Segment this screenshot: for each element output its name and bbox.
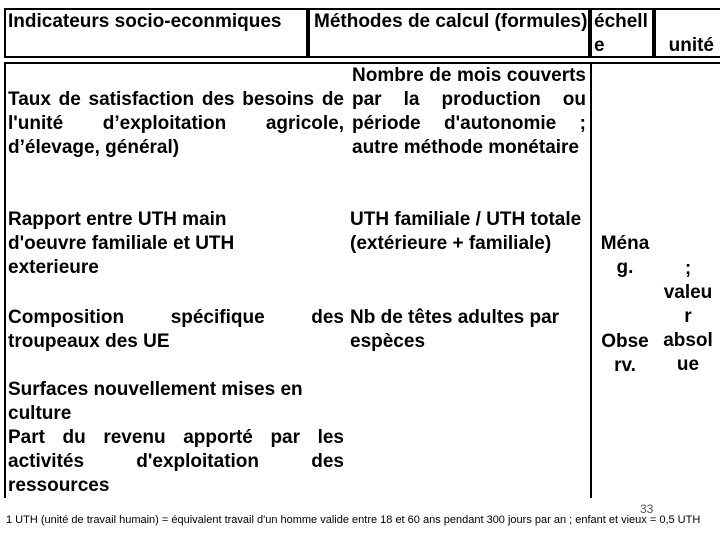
page-number: 33 [640, 502, 654, 516]
unit-line5: ue [676, 354, 700, 375]
header-methods-label: Méthodes de calcul (formules) [314, 11, 588, 32]
method-cell-herd-composition [350, 306, 586, 354]
scale-cell-observed [594, 330, 656, 378]
method-cell-uth-ratio [350, 208, 586, 256]
indicator-text: Taux de satisfaction des besoins de l'unité d’exploitation agricole, d’élevage, général) [8, 89, 344, 158]
method-text: Nb de têtes adultes par espèces [350, 307, 560, 352]
header-unit-label: unité [668, 35, 714, 56]
header-cell-unit [654, 8, 720, 58]
indicator-cell-satisfaction [8, 88, 344, 160]
scale-observed-line2: rv. [614, 355, 636, 376]
scale-household-line2: g. [616, 257, 634, 278]
indicator-cell-revenue-share [8, 426, 344, 498]
footnote: 1 UTH (unité de travail humain) = équivalent travail d'un homme valide entre 18 et 60 ans pendant 300 jours par an ; enfant et vieux = 0,5 UTH [6, 514, 701, 526]
indicator-text: Composition spécifique des troupeaux des UE [8, 307, 344, 352]
scale-household-line1: Ména [600, 233, 650, 254]
table-divider-scale [590, 62, 592, 498]
unit-line3: r [684, 306, 692, 327]
method-text: UTH familiale / UTH totale (extérieure + familiale) [350, 209, 582, 254]
header-cell-methods [308, 8, 590, 58]
unit-line4: absol [663, 330, 713, 351]
header-cell-indicators [4, 8, 308, 58]
scale-observed-line1: Obse [601, 331, 649, 352]
header-scale-label: échelle [594, 11, 648, 56]
unit-line1: ; [684, 258, 692, 279]
indicator-cell-new-surfaces [8, 378, 344, 426]
unit-cell-absolute-value [656, 257, 720, 377]
header-indicators-label: Indicateurs socio-econmiques [8, 11, 282, 32]
indicator-text: Surfaces nouvellement mises en culture [8, 379, 303, 424]
method-cell-satisfaction [352, 64, 586, 160]
indicator-text: Rapport entre UTH main d'oeuvre familiale et UTH exterieure [8, 209, 235, 278]
unit-line2: valeu [663, 282, 713, 303]
scale-cell-household [594, 232, 656, 280]
method-text: Nombre de mois couverts par la production ou période d'autonomie ; autre méthode monétaire [352, 65, 586, 158]
header-cell-scale [590, 8, 654, 58]
indicator-cell-uth-ratio [8, 208, 308, 280]
indicator-cell-herd-composition [8, 306, 344, 354]
indicator-text: Part du revenu apporté par les activités d'exploitation des ressources [8, 427, 344, 496]
table-left-border [4, 62, 6, 498]
